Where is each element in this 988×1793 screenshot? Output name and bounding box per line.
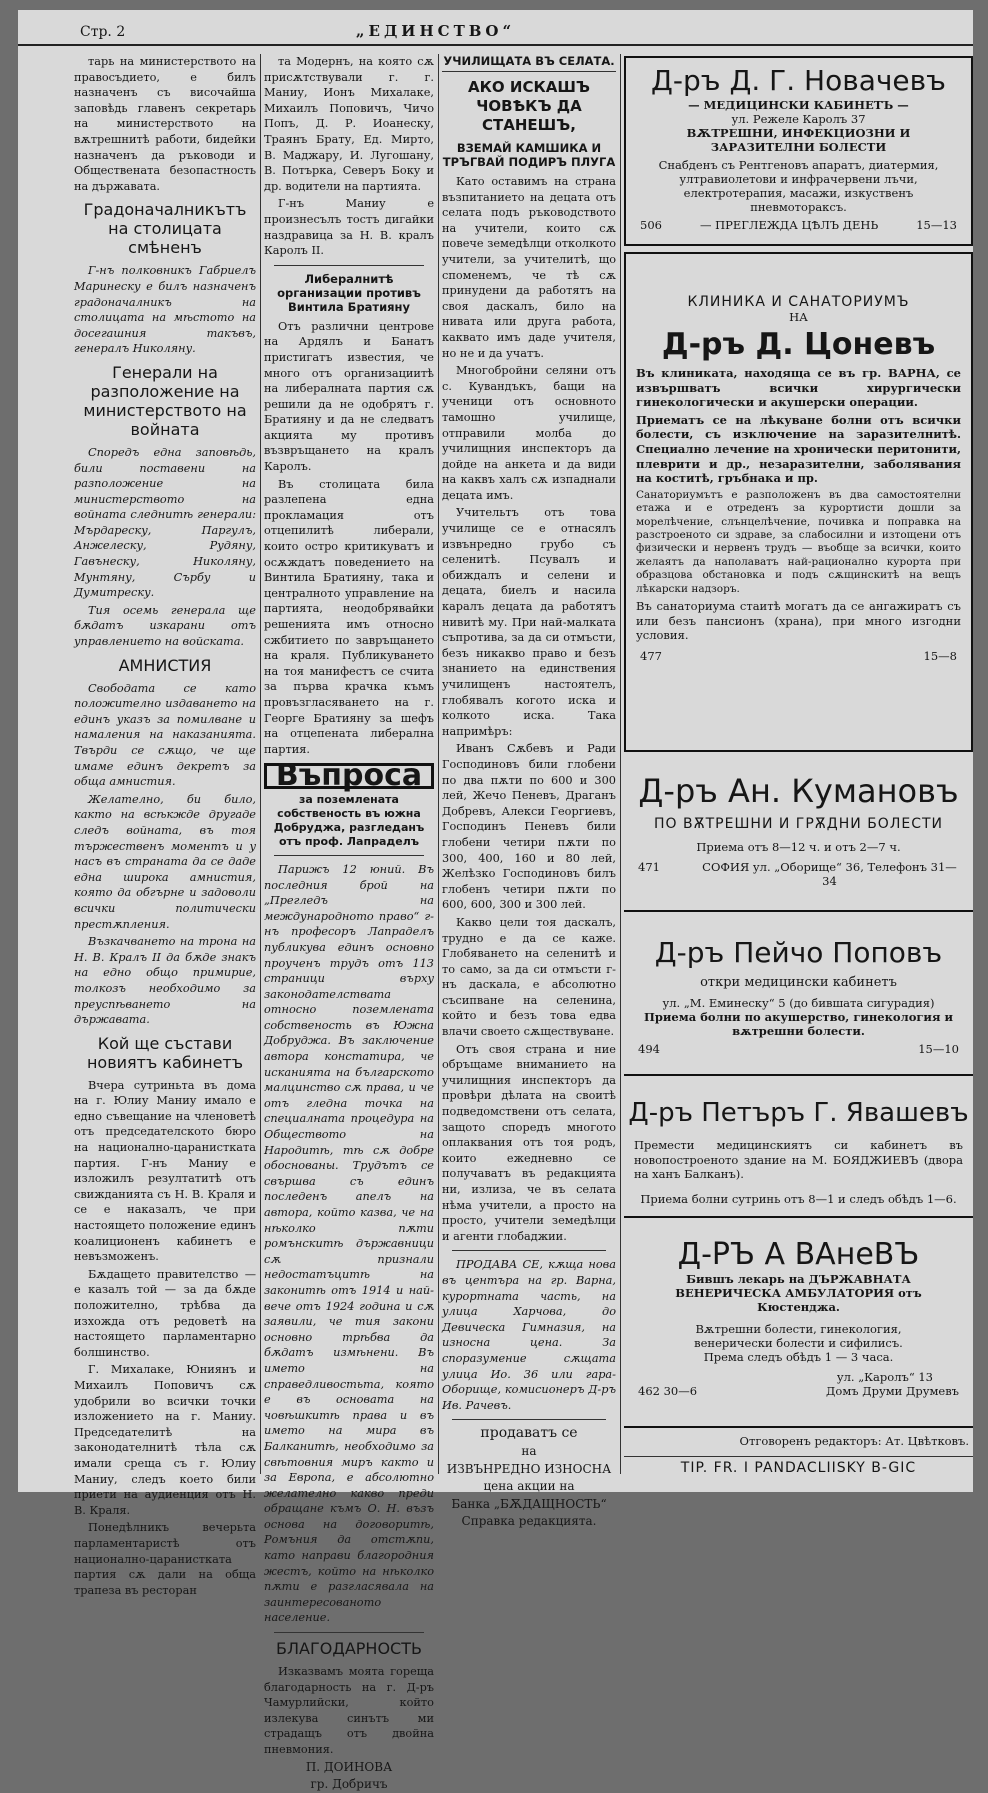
newspaper-page [18, 10, 973, 1792]
ad-line: ул. Режеле Каролъ 37 [731, 112, 866, 126]
ad-line: НА [789, 310, 808, 324]
article-text: Отъ своя страна и ние обръщаме вниманието на училищния инспекторъ да провѣри дѣлата на своитѣ подведомствени отъ селата, защото споредъ многото оплаквания отъ тоя родъ, които ежедневно се получаватъ въ редакцията ни, излиза, че въ селата нѣма учители, а просто на просто, учители земедѣлци и агенти глобаджии. [442, 1042, 616, 1243]
article-text: Въ столицата била разлепена една прокламация отъ отцепилитѣ либерали, които остро критикуватъ и осѫждатъ поведението на Винтила Братияну, така и централното управление на партията, неодобрявайки решенията имъ относно сжбитието по завръщането на краля. Публикуването на тоя манифестъ се счита за първа крачка къмъ провъзгласяването на г. Георге Братияну за шефъ на отцепената либерална партия. [264, 477, 434, 756]
ad-address: СОФИЯ ул. „Оборище“ 36, Телефонъ 31—34 [702, 860, 957, 888]
doctor-name: Д-ръ Петъръ Г. Явашевъ [628, 1098, 969, 1128]
article-text: Свободата се като положително издаването на единъ указъ за помилване и намаления на наказанията. Твърди се сѫщо, че ще имаме единъ декретъ за обща амнистия. [74, 681, 256, 789]
signature-town: гр. Добричъ [310, 1777, 388, 1792]
ad-number: 477 [640, 648, 662, 663]
ads-column [624, 56, 973, 1492]
ad-line: ПО ВѪТРЕШНИ И ГРѪДНИ БОЛЕСТИ [654, 816, 943, 832]
divider [452, 1419, 606, 1420]
article-text: Вчера сутриньта въ дома на г. Юлиу Маниу имало е едно съвещание на членоветѣ отъ председателското бюро на национално-царанистката партия. Г-нъ Маниу е изложилъ резултатитѣ отъ свижданията съ Н. В. Краля и се е наказалъ, че при настоящето положение единъ коалиционенъ кабинетъ е невъзможенъ. [74, 1078, 256, 1264]
ad-line: откри медицински кабинетъ [700, 975, 897, 990]
ad-code: 15—8 [923, 648, 957, 663]
article-text: тарь на министерството на правосъдието, е билъ назначенъ съ височайша заповѣдь главенъ секретарь на министерството на вѫтрешнитѣ работи, бидейки назначенъ да ръководи и Обществената безопастность на държавата. [74, 55, 256, 193]
ad-line: Снабденъ съ Рентгеновъ апаратъ, диатермия, ултравиолетови и инфрачервени лъчи, електротерапия, масажи, изкуственъ пневмотораксъ. [658, 158, 939, 214]
article-text: Бѫдащето правителство — е казалъ той — за да бѫде положително, трѣбва да изхожда отъ редоветѣ на настоящето парламентарно болшинство. [74, 1267, 256, 1359]
article-text: Г. Михалаке, Юниянъ и Михаилъ Поповичъ сѫ удобрили во всички точки изложението на г. Маниу. Председателитѣ на законодателнитѣ тѣла сѫ имали среща съ г. Юлиу Маниу, следъ което били приети на аудиенция отъ Н. В. Краля. [74, 1363, 256, 1517]
article-text: Иванъ Сѫбевъ и Ради Господиновъ били глобени по два пѫти по 600 и 300 лей, Жечо Пеневъ, Драганъ Добревъ, Алекси Георгиевъ, Господинъ Пеневъ били глобени четири пѫти по 300, 400, 160 и 80 лей, Желѣзко Господиновъ билъ глобенъ четири пѫти по 600, 600, 300 и 300 лей. [442, 742, 616, 912]
ad-line: Приема болни сутринь отъ 8—1 и следъ обѣдъ 1—6. [640, 1191, 957, 1206]
page-header [18, 18, 973, 46]
ad-address: ул. „Каролъ“ 13 [836, 1370, 933, 1384]
sale-notice: ПРОДАВА СЕ, кѫща нова въ центъра на гр. Варна, курортната часть, на улица Харчова, до Девическа Гимназия, на износна цена. За споразумение сѫщата улица Ио. 36 или гара-Оборище, комисионеръ Д-ръ Ив. Рачевъ. [442, 1258, 616, 1412]
article-text: Възкачването на трона на Н. В. Кралъ II да бѫде знакъ на едно общо примирие, толкозъ необходимо за преуспѣването на държавата. [74, 935, 256, 1027]
editor-line: Отговоренъ редакторъ: Ат. Цвѣтковъ. [739, 1434, 969, 1448]
ad-novachev [624, 56, 973, 246]
shares-line: цена акции на [483, 1479, 575, 1494]
article-text: Понедѣлникъ вечерьта парламентаристѣ отъ национално-царанистката партия сѫ дали на обща трапеза въ ресторан [74, 1521, 256, 1597]
signature-name: П. ДОИНОВА [305, 1759, 393, 1774]
ad-footer [626, 649, 971, 663]
ad-footer [624, 1042, 973, 1056]
headline-question: Въпроса [264, 763, 434, 789]
ad-text: Санаториумътъ е разположенъ въ два самостоятелни етажа и е отреденъ за курортисти дошли за морелѣчение, слънцелѣчение, почивка и поправка на разстроеното си здраве, за слабосилни и изтощени отъ физически и нервенъ трудъ — въобще за всички, които желаятъ да наполаватъ най-рационално курорта при образцова обстановка и подъ сѫщинскитѣ на вещъ лѣкарски надзоръ. [636, 488, 961, 595]
headline-liberals: Либералнитѣ организации противъ Винтила Братияну [277, 271, 421, 314]
article-text: Изказвамъ моята гореща благодарность на г. Д-ръ Чамурлийски, който излекува синътъ ми страдащъ отъ двойна пневмония. [264, 1665, 434, 1756]
section-title: УЧИЛИЩАТА ВЪ СЕЛАТА. [442, 54, 616, 72]
ad-number: 462 30—6 [638, 1384, 698, 1398]
ad-building: Домъ Друми Друмевъ [826, 1384, 959, 1398]
article-text: Тия осемь генерала ще бѫдатъ изкарани отъ управлението на войската. [74, 603, 256, 649]
ad-number: 471 [638, 860, 660, 874]
article-text: Г-нъ полковникъ Габриелъ Маринеску е билъ назначенъ градоначалникъ на столицата на мѣстото на досегашния такъвъ, генералъ Николяну. [74, 264, 256, 356]
ad-line: — МЕДИЦИНСКИ КАБИНЕТЪ — [688, 98, 909, 112]
doctor-name: Д-ръ Пейчо Поповъ [654, 936, 943, 969]
column-2 [264, 54, 434, 1792]
doctor-name: Д-ръ Ан. Кумановъ [638, 772, 959, 810]
column-1 [74, 54, 256, 1597]
article-text: Г-нъ Маниу е произнесълъ тостъ дигайки наздравица за Н. В. кралъ Каролъ II. [264, 197, 434, 258]
ad-number: 506 [640, 218, 662, 232]
ad-footer [626, 218, 971, 232]
article-text: Споредъ една заповѣдь, били поставени на разположение на министерството на войната следнитѣ генерали: Мърдареску, Паргулъ, Анжелеску, Рудяну, Гавънеску, Николяну, Мунтяну, Сърбу и Думитреску. [74, 445, 256, 600]
ad-tsonev [624, 252, 973, 752]
ad-code: 15—10 [918, 1042, 959, 1056]
column-divider [438, 54, 439, 1474]
ad-line: ВѪТРЕШНИ, ИНФЕКЦИОЗНИ И ЗАРАЗИТЕЛНИ БОЛЕСТИ [686, 126, 911, 154]
headline-cabinet: Кой ще състави новиятъ кабинетъ [86, 1033, 244, 1072]
page-number: Стр. 2 [80, 24, 126, 40]
shares-line: ИЗВЪНРЕДНО ИЗНОСНА [446, 1461, 612, 1476]
divider [452, 1250, 606, 1251]
article-text: Какво цели тоя даскалъ, трудно е да се каже. Глобяването на селенитѣ и то само, за да си отмъсти г-нъ даскала, е абсолютно съсипване на селенина, който и безъ това едва влачи своето сѫществуване. [442, 915, 616, 1039]
ad-popov [624, 922, 973, 1076]
article-text: Многобройни селяни отъ с. Кувандъкъ, бащи на ученици отъ основното тамошно училище, отправили молба до училищния инспекторъ да дойде на анкета и да види на каквъ халъ сѫ изпаднали децата имъ. [442, 364, 616, 502]
shares-line: Справка редакцията. [461, 1514, 597, 1529]
article-text: Като оставимъ на страна възпитанието на децата отъ селата подъ ръководството на учители, които сѫ повече земедѣлци отколкото учители, за учителитѣ, що споменемъ, че тѣ сѫ принудени да работятъ на своя даскалъ, било на нивата или друга работа, каквато имъ даде учителя, но не и да учатъ. [442, 175, 616, 360]
headline-generals: Генерали на разположение на министерството на войната [83, 362, 247, 439]
printer-line: TIP. FR. I PANDACLIISKY B-GIC [624, 1456, 973, 1476]
subheadline-question: за поземлената собственость въ южна Добруджа, разгледанъ отъ проф. Лапраделъ [273, 792, 425, 848]
doctor-name: Д-ръ Д. Цоневъ [661, 327, 936, 362]
ad-text: Въ клиниката, находяща се въ гр. ВАРНА, се извършватъ всички хирургически гинекологически и акушерски операции. [636, 366, 961, 410]
article-text: Отъ различни центрове на Ардялъ и Банатъ пристигатъ известия, че много отъ организациитѣ на либералната партия сѫ решили да не одобрятъ г. Братияну и да не следватъ акцията му противъ възвръщането на кралъ Каролъ. [264, 319, 434, 474]
ad-line: Према следъ обѣдъ 1 — 3 часа. [703, 1350, 894, 1364]
ad-line: Вѫтрешни болести, гинекология, венерически болести и сифилисъ. [694, 1322, 903, 1350]
ad-line: Приема болни по акушерство, гинекология и вѫтрешни болести. [644, 1010, 953, 1038]
ad-code: 15—13 [916, 218, 957, 232]
headline-amnesty: АМНИСТИЯ [118, 655, 212, 675]
shares-line: Банка „БѪДАЩНОСТЬ“ [451, 1496, 607, 1511]
doctor-name: Д-РЪ А ВАнеВЪ [677, 1237, 920, 1272]
ad-vanev [624, 1226, 973, 1428]
subheadline-schools: ВЗЕМАЙ КАМШИКА И ТРЪГВАЙ ПОДИРЪ ПЛУГА [442, 141, 616, 169]
article-text: Парижъ 12 юний. Въ последния брой на „Прегледъ на международното право“ г-нъ професоръ Лапраделъ публикува единъ основно проученъ трудъ отъ 113 страници върху законодателствата относно поземлената собственость въ Южна Добруджа. Въ заключение автора констатира, че исканията на българското малцинство сѫ права, и че отъ гледна точка на специалната процедура на Обществото на Народитѣ, тѣ сѫ добре обоснованы. Трудътъ се свършва съ единъ последенъ апелъ на автора, който казва, че на нѣколко пѫти ромънскитѣ държавници сѫ признали недостатъцитѣ на законитѣ отъ 1914 и най-вече отъ 1924 година и сѫ заявили, че тия закони основно трѣбва да бѫдатъ измѣнени. Въ името на справедливостьта, която е въ основата на човѣшкитѣ права и въ името на мира въ Балканитѣ, необходимо за свѣтовния миръ както и за Европа, е абсолютно желателно какво преди обращане къмъ О. Н. възъ основа на договоритѣ, Ромъния да отстѫпи, като направи благородния жестъ, който на нѣколко пѫти е разгласявала на заинтересованото население. [264, 862, 434, 1625]
column-divider [620, 54, 621, 1474]
headline-thanks: БЛАГОДАРНОСТЬ [276, 1639, 422, 1659]
ad-number: 494 [638, 1042, 660, 1056]
ad-text: Приематъ се на лѣкуване болни отъ всички болести, съ изключение на заразителнитѣ. Специално лечение на хронически перитонити, плеврити и др., незаразителни, заболявания на коститѣ, гръбнака и пр. [636, 412, 961, 486]
article-text: та Модернъ, на която сѫ присѫтствували г. г. Маниу, Ионъ Михалаке, Михаилъ Поповичъ, Чичо Попъ, Д. Р. Иоанеску, Траянъ Брату, Ед. Мирто, В. Маджару, И. Лугошану, В. Потъркa, Северъ Боку и др. водители на партията. [264, 55, 434, 193]
ad-text: Въ санаториума стаитѣ могатъ да се ангажиратъ съ или безъ пансионъ (храна), при много изгодни условия. [636, 599, 961, 643]
ad-kumanov [624, 760, 973, 912]
ad-line: КЛИНИКА И САНАТОРИУМЪ [687, 294, 910, 310]
divider [274, 265, 424, 266]
article-text: Учительтъ отъ това училище се е отнасялъ извънредно грубо съ селенитѣ. Псувалъ и обиждалъ и селени и децата, биелъ и насила каралъ децата да работятъ нивитѣ му. При най-малката съпротива, за да си отмъсти, безъ никакво право и безъ знанието на единствения училищенъ настоятелъ, глобявалъ когото иска и колкото иска. Така напримѣръ: [442, 506, 616, 738]
ad-line: Бившъ лекарь на ДЪРЖАВНАТА ВЕНЕРИЧЕСКА АМБУЛАТОРИЯ отъ Кюстенджа. [675, 1272, 922, 1314]
ad-footer [624, 1384, 973, 1398]
divider [274, 1632, 424, 1633]
shares-line: продаватъ се [480, 1425, 578, 1442]
headline-mayor: Градоначалникътъ на столицата смѣненъ [83, 200, 247, 258]
doctor-name: Д-ръ Д. Г. Новачевъ [651, 64, 946, 97]
article-text: Желателно, би било, както на всѣкжде другаде следъ войната, въ тоя тържественъ моментъ и у насъ въ страната да се даде една широка амнистия, която да обгърне и задоволи всички политически престѫпления. [74, 792, 256, 931]
column-3 [442, 54, 616, 1529]
headline-schools: АКО ИСКАШЪ ЧОВѢКЪ ДА СТАНЕШЪ, [468, 78, 590, 134]
ad-line: ул. „М. Еминеску“ 5 (до бившата сигурадия) [662, 996, 935, 1010]
ad-hours: — ПРЕГЛЕЖДА ЦѢЛЪ ДЕНЬ [699, 218, 879, 232]
ad-yavashev [624, 1084, 973, 1218]
divider [274, 855, 424, 856]
column-divider [260, 54, 261, 1474]
ad-text: Премести медицинскиятъ си кабинетъ въ новопостроеното здание на М. БОЯДЖИЕВЪ (двора на ханъ Балканъ). [634, 1138, 963, 1182]
shares-line: на [521, 1443, 537, 1458]
ad-footer [624, 860, 973, 888]
newspaper-title: „ЕДИНСТВО“ [355, 22, 516, 40]
ad-line: Приема отъ 8—12 ч. и отъ 2—7 ч. [696, 840, 901, 854]
